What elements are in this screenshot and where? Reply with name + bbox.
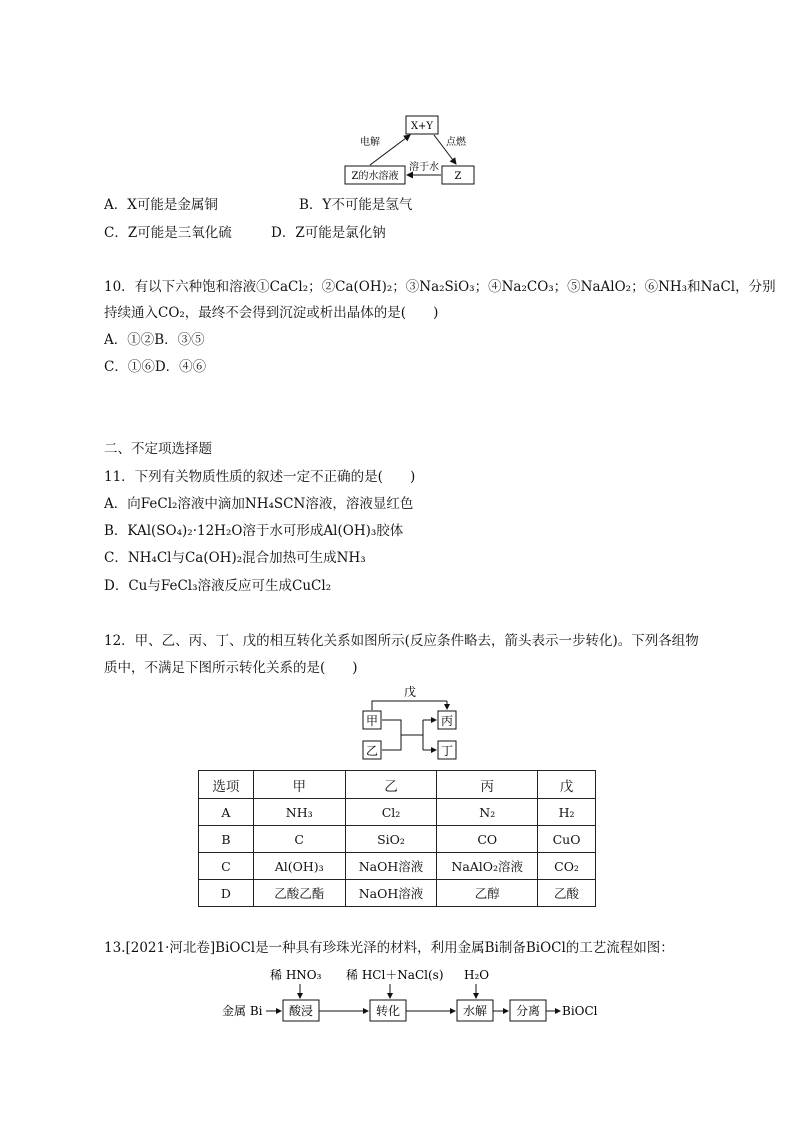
q11-option-b: B．KAl(SO₄)₂·12H₂O溶于水可形成Al(OH)₃胶体 xyxy=(104,523,404,539)
table-cell: B xyxy=(199,826,254,853)
table-cell: N₂ xyxy=(437,799,538,826)
node-ding: 丁 xyxy=(440,744,454,758)
table-row xyxy=(199,799,596,826)
q9-cycle-diagram xyxy=(340,112,480,188)
table-cell: CuO xyxy=(538,826,596,853)
flow-end: BiOCl xyxy=(562,1004,598,1018)
q10-options-ab: A．①②B．③⑤ xyxy=(104,332,205,348)
table-cell: D xyxy=(199,880,254,907)
table-cell: Cl₂ xyxy=(345,799,437,826)
q10-stem-line2: 持续通入CO₂，最终不会得到沉淀或析出晶体的是( ) xyxy=(104,305,439,321)
table-cell: CO xyxy=(437,826,538,853)
table-cell: 乙醇 xyxy=(437,880,538,907)
q9-option-b: B．Y不可能是氢气 xyxy=(299,197,413,213)
q11-stem: 11．下列有关物质性质的叙述一定不正确的是( ) xyxy=(104,469,416,485)
q9-option-a: A．X可能是金属铜 xyxy=(104,197,218,213)
q12-conversion-diagram xyxy=(355,683,475,765)
q12-options-table xyxy=(198,770,596,907)
q10-stem-line1: 10．有以下六种饱和溶液①CaCl₂；②Ca(OH)₂；③Na₂SiO₃；④Na₂CO₃；⑤NaAlO₂；⑥NH₃和NaCl，分别 xyxy=(104,279,776,295)
table-cell: C xyxy=(199,853,254,880)
table-cell: Al(OH)₃ xyxy=(253,853,345,880)
table-cell: A xyxy=(199,799,254,826)
table-cell: 乙酸乙酯 xyxy=(253,880,345,907)
node-jia: 甲 xyxy=(365,714,379,728)
reagent-hcl-nacl: 稀 HCl＋NaCl(s) xyxy=(346,968,444,982)
node-z-label: Z xyxy=(454,171,462,182)
q13-process-flow xyxy=(218,962,618,1028)
table-header: 乙 xyxy=(345,771,437,799)
table-cell: SiO₂ xyxy=(345,826,437,853)
table-cell: C xyxy=(253,826,345,853)
node-z-solution-label: Z的水溶液 xyxy=(351,171,399,182)
table-header: 戊 xyxy=(538,771,596,799)
table-row xyxy=(199,853,596,880)
table-cell: 乙酸 xyxy=(538,880,596,907)
q11-option-c: C．NH₄Cl与Ca(OH)₂混合加热可生成NH₃ xyxy=(104,550,366,566)
q11-option-d: D．Cu与FeCl₃溶液反应可生成CuCl₂ xyxy=(104,578,332,594)
node-yi: 乙 xyxy=(365,744,379,758)
table-cell: NaOH溶液 xyxy=(345,880,437,907)
flow-start: 金属 Bi xyxy=(222,1004,263,1018)
node-bing: 丙 xyxy=(440,714,454,728)
step-convert: 转化 xyxy=(375,1004,401,1018)
step-hydrolysis: 水解 xyxy=(462,1004,488,1018)
table-row xyxy=(199,880,596,907)
table-header: 选项 xyxy=(199,771,254,799)
section-heading: 二、不定项选择题 xyxy=(104,441,212,457)
q12-stem-line2: 质中，不满足下图所示转化关系的是( ) xyxy=(104,660,358,676)
table-cell: H₂ xyxy=(538,799,596,826)
table-cell: NaAlO₂溶液 xyxy=(437,853,538,880)
table-header: 甲 xyxy=(253,771,345,799)
edge-dissolve: 溶于水 xyxy=(409,162,439,173)
reagent-hno3: 稀 HNO₃ xyxy=(270,968,322,982)
node-wu: 戊 xyxy=(403,685,417,699)
step-acid-leach: 酸浸 xyxy=(288,1004,314,1018)
reagent-h2o: H₂O xyxy=(464,968,490,982)
q13-stem: 13.[2021·河北卷]BiOCl是一种具有珍珠光泽的材料，利用金属Bi制备BiOCl的工艺流程如图： xyxy=(104,940,674,956)
table-row xyxy=(199,826,596,853)
edge-ignite: 点燃 xyxy=(446,137,466,148)
q12-stem-line1: 12．甲、乙、丙、丁、戊的相互转化关系如图所示(反应条件略去，箭头表示一步转化)。下列各组物 xyxy=(104,633,699,649)
table-cell: CO₂ xyxy=(538,853,596,880)
table-cell: NH₃ xyxy=(253,799,345,826)
q9-option-c: C．Z可能是三氧化硫 xyxy=(104,225,232,241)
q11-option-a: A．向FeCl₂溶液中滴加NH₄SCN溶液，溶液显红色 xyxy=(104,496,414,512)
table-header: 丙 xyxy=(437,771,538,799)
table-cell: NaOH溶液 xyxy=(345,853,437,880)
q9-option-d: D．Z可能是氯化钠 xyxy=(271,225,386,241)
q10-options-cd: C．①⑥D．④⑥ xyxy=(104,359,207,375)
edge-electrolysis: 电解 xyxy=(360,137,380,148)
step-separate: 分离 xyxy=(515,1004,541,1018)
node-xy-label: X+Y xyxy=(410,121,434,132)
